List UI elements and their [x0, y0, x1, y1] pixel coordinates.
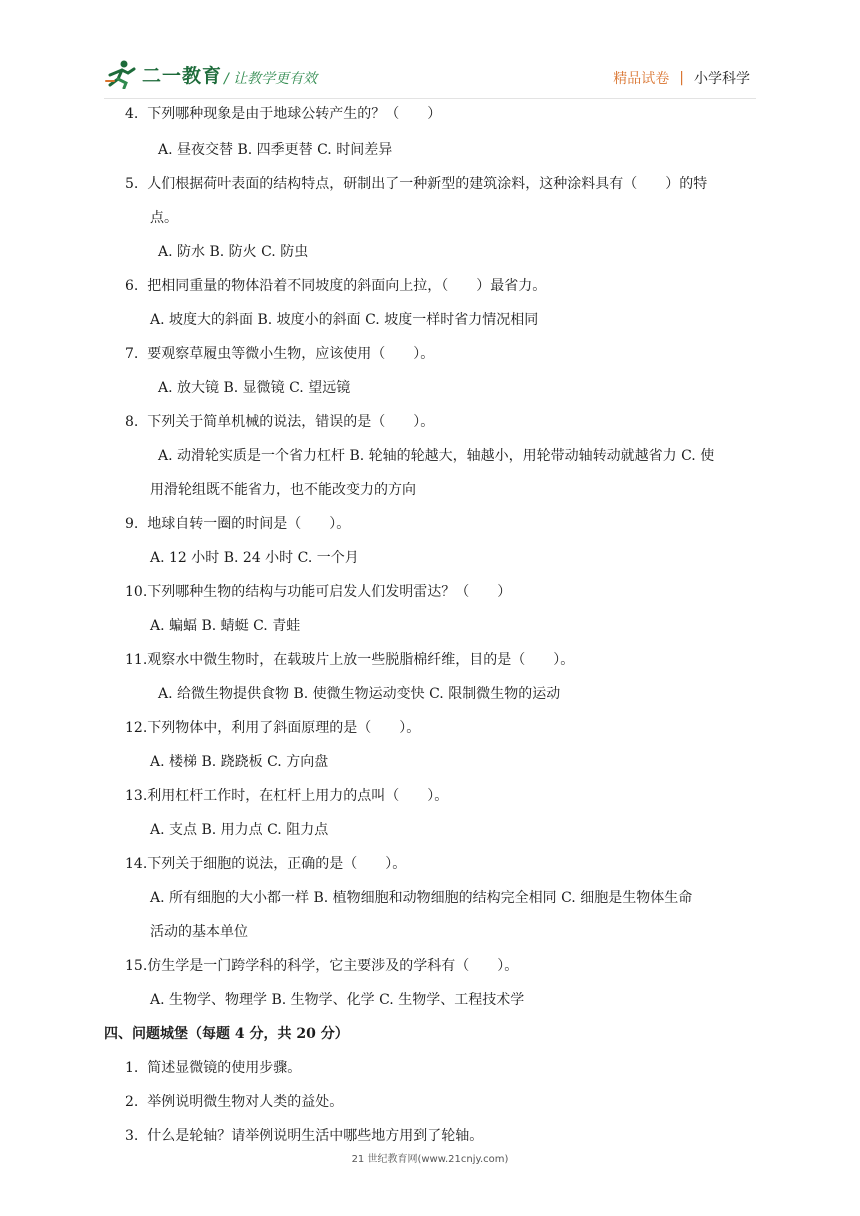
section-4-title: 四、问题城堡（每题 4 分，共 20 分）	[104, 1026, 349, 1042]
question-8: 8. 下列关于简单机械的说法，错误的是（ ）。	[125, 414, 435, 430]
question-10-options: A. 蝙蝠 B. 蜻蜓 C. 青蛙	[150, 618, 301, 634]
question-15: 15.仿生学是一门跨学科的科学，它主要涉及的学科有（ ）。	[125, 958, 519, 974]
tag-premium-paper: 精品试卷	[613, 71, 670, 87]
question-4-options: A. 昼夜交替 B. 四季更替 C. 时间差异	[158, 142, 393, 158]
question-4: 4. 下列哪种现象是由于地球公转产生的？（ ）	[125, 106, 442, 122]
question-5: 5. 人们根据荷叶表面的结构特点，研制出了一种新型的建筑涂料，这种涂料具有（ ）的特	[125, 176, 708, 192]
section-4-item-2: 2. 举例说明微生物对人类的益处。	[125, 1094, 344, 1110]
question-12-options: A. 楼梯 B. 跷跷板 C. 方向盘	[150, 754, 329, 770]
question-11-options: A. 给微生物提供食物 B. 使微生物运动变快 C. 限制微生物的运动	[158, 686, 561, 702]
question-7: 7. 要观察草履虫等微小生物，应该使用（ ）。	[125, 346, 435, 362]
header-separator: |	[679, 70, 684, 86]
question-14: 14.下列关于细胞的说法，正确的是（ ）。	[125, 856, 407, 872]
question-13: 13.利用杠杆工作时，在杠杆上用力的点叫（ ）。	[125, 788, 449, 804]
page-header	[0, 0, 860, 100]
question-5-options: A. 防水 B. 防火 C. 防虫	[158, 244, 309, 260]
question-9-options: A. 12 小时 B. 24 小时 C. 一个月	[150, 550, 359, 566]
question-12: 12.下列物体中，利用了斜面原理的是（ ）。	[125, 720, 421, 736]
question-7-options: A. 放大镜 B. 显微镜 C. 望远镜	[158, 380, 351, 396]
header-tags	[613, 68, 750, 88]
question-14-options-continued: 活动的基本单位	[150, 924, 248, 940]
logo-text: 二一教育	[142, 64, 223, 87]
logo	[104, 58, 222, 90]
question-10: 10.下列哪种生物的结构与功能可启发人们发明雷达？（ ）	[125, 584, 512, 600]
question-6: 6. 把相同重量的物体沿着不同坡度的斜面向上拉，（ ）最省力。	[125, 278, 547, 294]
question-15-options: A. 生物学、物理学 B. 生物学、化学 C. 生物学、工程技术学	[150, 992, 525, 1008]
question-11: 11.观察水中微生物时，在载玻片上放一些脱脂棉纤维，目的是（ ）。	[125, 652, 575, 668]
section-4-item-1: 1. 简述显微镜的使用步骤。	[125, 1060, 302, 1076]
running-figure-icon	[104, 59, 140, 89]
page-footer: 21 世纪教育网(www.21cnjy.com)	[351, 1154, 509, 1165]
question-6-options: A. 坡度大的斜面 B. 坡度小的斜面 C. 坡度一样时省力情况相同	[150, 312, 539, 328]
question-5-continued: 点。	[150, 210, 178, 226]
slogan: / 让教学更有效	[224, 71, 318, 87]
header-divider	[104, 98, 756, 99]
question-8-options-continued: 用滑轮组既不能省力，也不能改变力的方向	[150, 482, 416, 498]
question-14-options: A. 所有细胞的大小都一样 B. 植物细胞和动物细胞的结构完全相同 C. 细胞是生物体生命	[150, 890, 693, 906]
question-8-options: A. 动滑轮实质是一个省力杠杆 B. 轮轴的轮越大，轴越小，用轮带动轴转动就越省力 C. 使	[158, 448, 715, 464]
question-13-options: A. 支点 B. 用力点 C. 阻力点	[150, 822, 329, 838]
section-4-item-3: 3. 什么是轮轴？请举例说明生活中哪些地方用到了轮轴。	[125, 1128, 484, 1144]
tag-subject: 小学科学	[694, 71, 750, 87]
question-9: 9. 地球自转一圈的时间是（ ）。	[125, 516, 351, 532]
